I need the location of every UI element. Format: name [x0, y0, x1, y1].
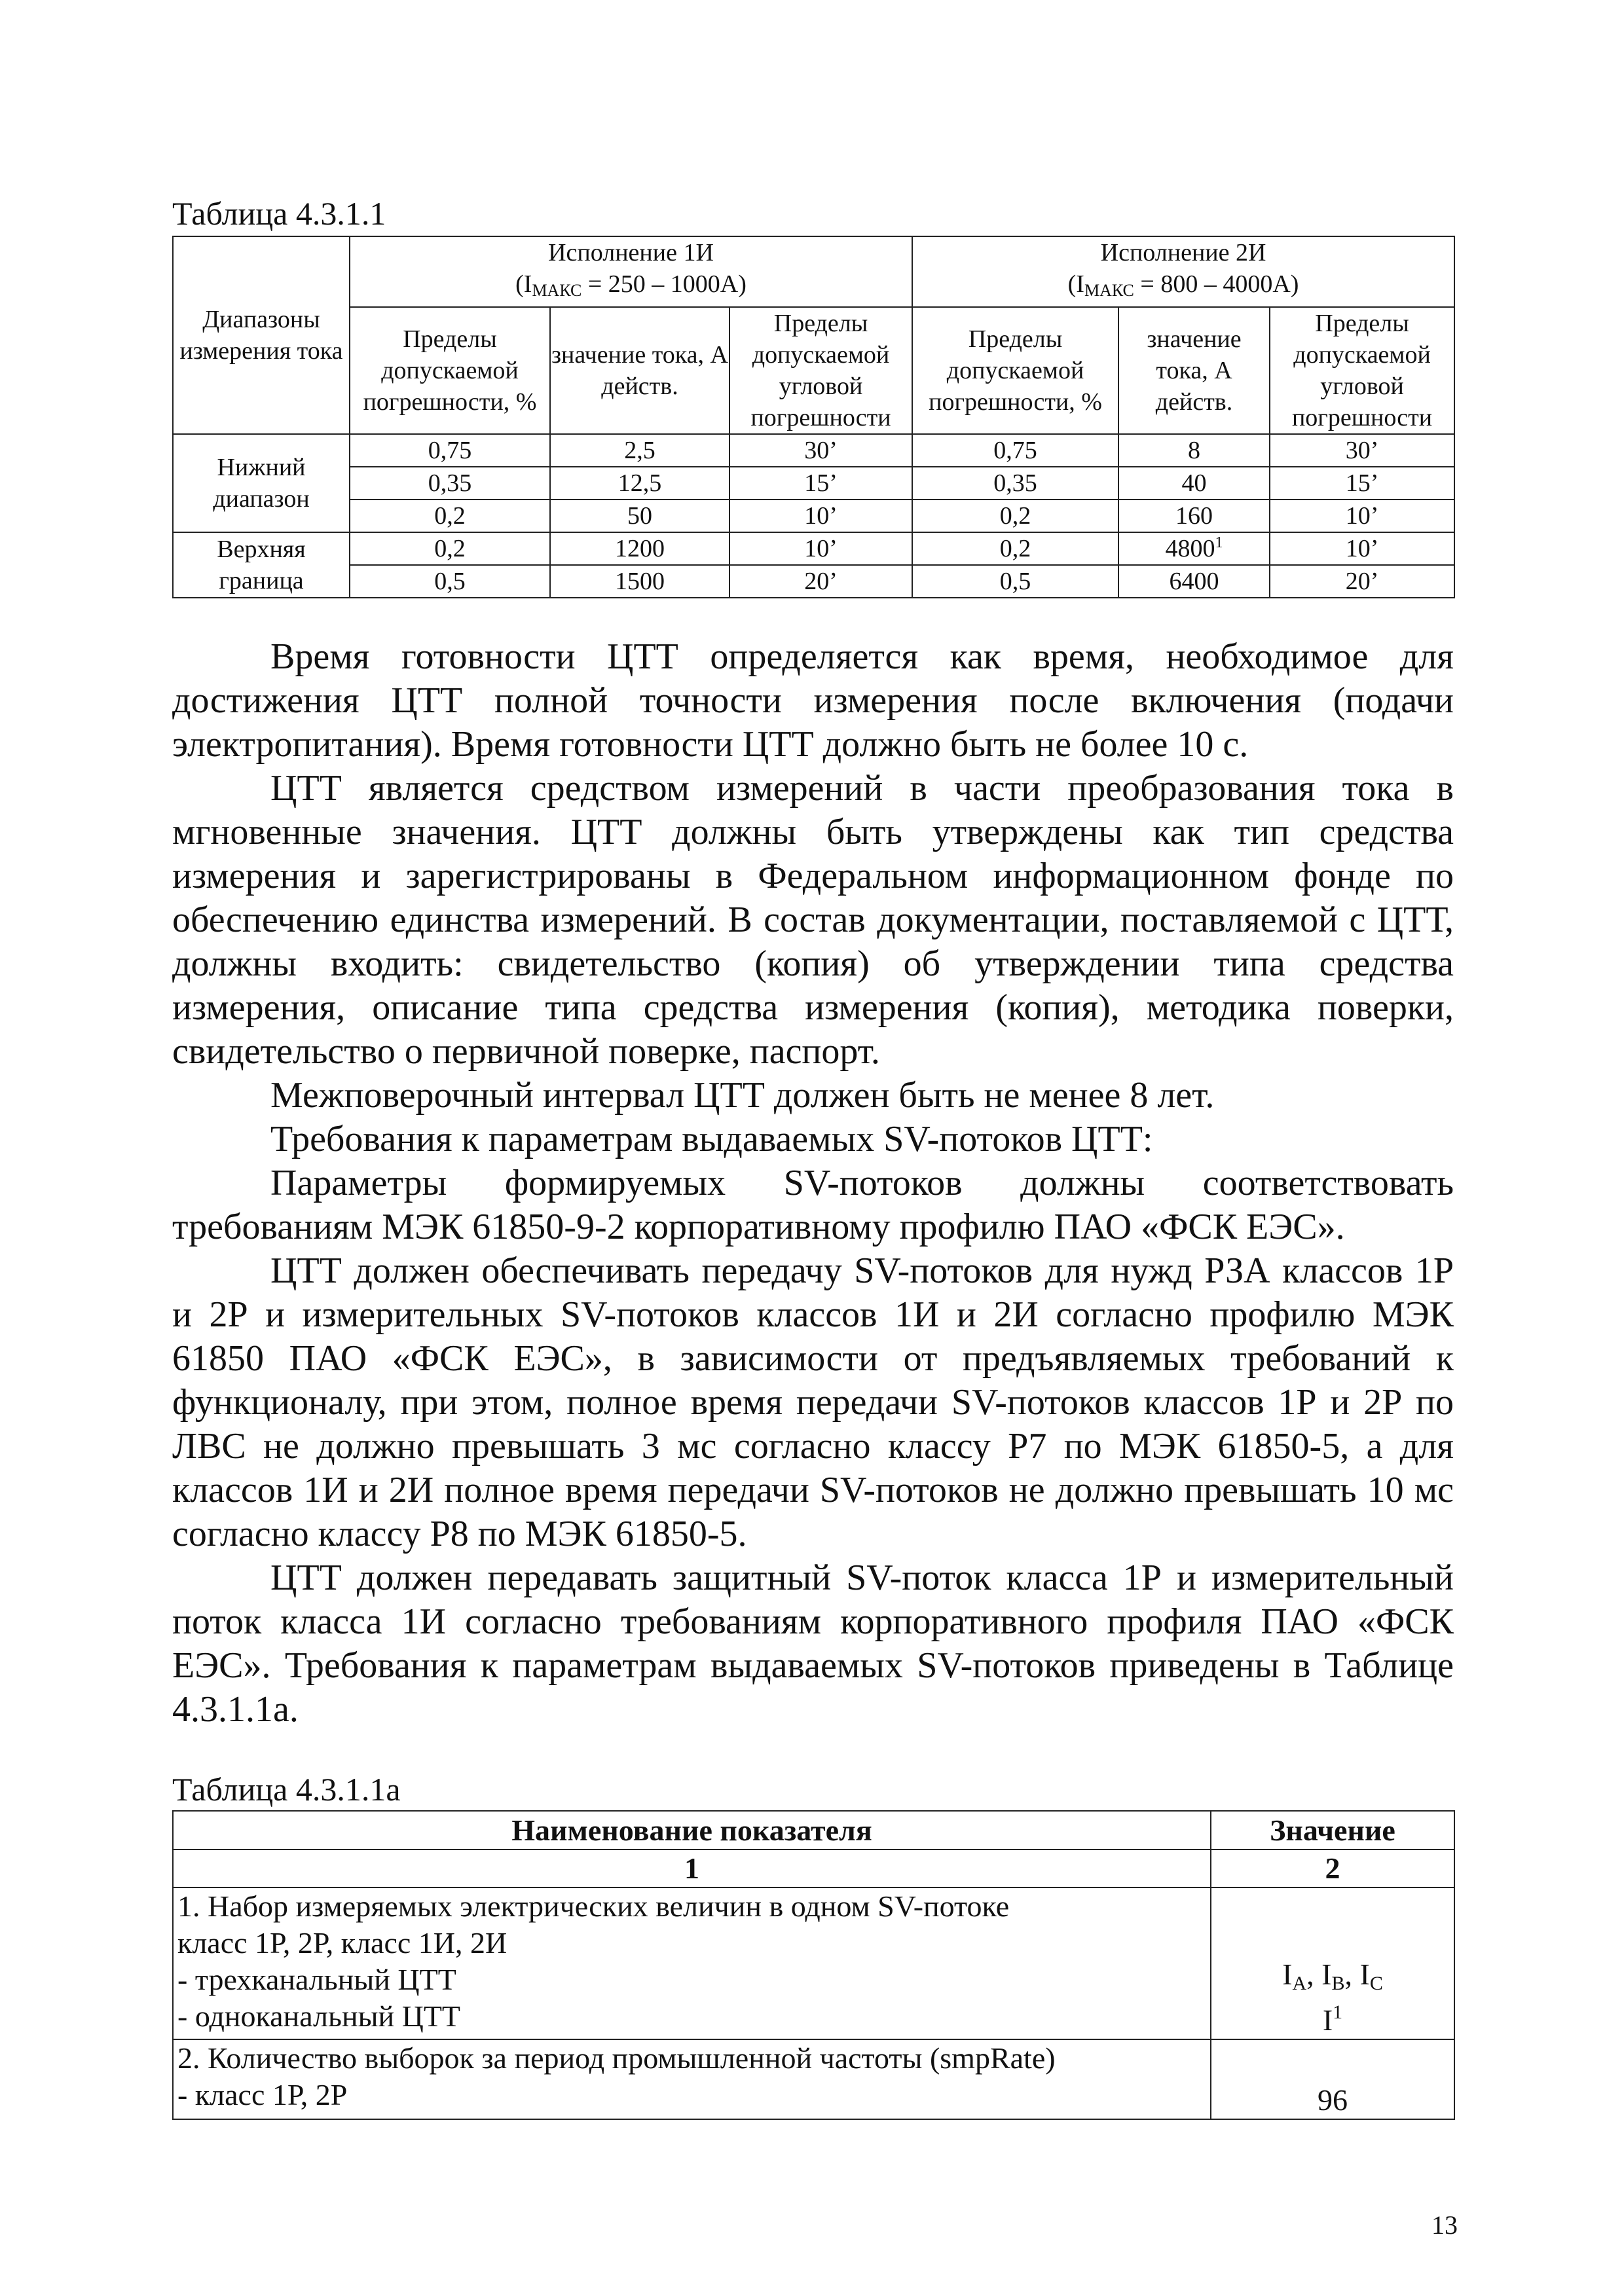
table-cell: 50 — [550, 500, 729, 532]
table-cell: 20’ — [1270, 565, 1454, 598]
body-text — [172, 635, 1454, 1732]
table-cell: 20’ — [729, 565, 912, 598]
table-cell: 0,2 — [350, 532, 550, 565]
header-indicator: Наименование показателя — [173, 1811, 1211, 1850]
table-cell: 40 — [1118, 467, 1270, 500]
table-row — [173, 2039, 1454, 2119]
range-label-lower: Нижний диапазон — [173, 434, 350, 532]
table-cell: 12,5 — [550, 467, 729, 500]
table-cell: 0,75 — [350, 434, 550, 467]
table-cell: 30’ — [1270, 434, 1454, 467]
indicator-cell: 1. Набор измеряемых электрических величин в одном SV-потоке класс 1Р, 2Р, класс 1И, 2И - трехканальный ЦТТ - одноканальный ЦТТ — [173, 1887, 1211, 2039]
row-header-cell: Диапазоны измерения тока — [173, 236, 350, 434]
col-header: Пределы допускаемой угловой погрешности — [1270, 307, 1454, 434]
table-cell: 10’ — [729, 500, 912, 532]
paragraph: ЦТТ должен обеспечивать передачу SV-потоков для нужд РЗА классов 1Р и 2Р и измерительных SV-потоков классов 1И и 2И согласно профилю МЭК 61850 ПАО «ФСК ЕЭС», в зависимости от предъявляемых требований к функционалу, при этом, полное время передачи SV-потоков классов 1Р и 2Р по ЛВС не должно превышать 3 мс согласно классу P7 по МЭК 61850-5, а для классов 1И и 2И полное время передачи SV-потоков не должно превышать 10 мс согласно классу P8 по МЭК 61850-5. — [172, 1250, 1454, 1554]
footnote-mark: 1 — [1215, 534, 1223, 551]
table-row — [173, 532, 1454, 565]
table-cell: 6400 — [1118, 565, 1270, 598]
value-cell — [1211, 1887, 1454, 2039]
group-header-2i: Исполнение 2И $(I_{МАКС} = 800 - 4000А)$ — [912, 236, 1454, 307]
value-cell: 96 — [1211, 2039, 1454, 2119]
range-label-upper: Верхняя граница — [173, 532, 350, 598]
table-cell: 8 — [1118, 434, 1270, 467]
table-cell: 0,35 — [912, 467, 1118, 500]
table-cell: 0,2 — [912, 500, 1118, 532]
page-number: 13 — [1431, 2210, 1458, 2240]
sv-parameters-table — [172, 1810, 1455, 2120]
table-cell: 10’ — [1270, 532, 1454, 565]
col-number: 1 — [173, 1850, 1211, 1887]
header-value: Значение — [1211, 1811, 1454, 1850]
table-cell: 10’ — [1270, 500, 1454, 532]
table-cell: 0,2 — [912, 532, 1118, 565]
table-cell: 0,75 — [912, 434, 1118, 467]
table-cell: 0,2 — [350, 500, 550, 532]
col-number: 2 — [1211, 1850, 1454, 1887]
table-cell: 30’ — [729, 434, 912, 467]
table-cell: 15’ — [729, 467, 912, 500]
table-row — [173, 1887, 1454, 2039]
col-header: Пределы допускаемой угловой погрешности — [729, 307, 912, 434]
paragraph: Параметры формируемых SV-потоков должны соответствовать требованиям МЭК 61850-9-2 корпоративному профилю ПАО «ФСК ЕЭС». — [172, 1163, 1454, 1247]
paragraph: Время готовности ЦТТ определяется как время, необходимое для достижения ЦТТ полной точности измерения после включения (подачи электропитания). Время готовности ЦТТ должно быть не более 10 с. — [172, 636, 1454, 765]
table-cell: 1500 — [550, 565, 729, 598]
table1-caption: Таблица 4.3.1.1 — [172, 195, 386, 232]
col-header: Пределы допускаемой погрешности, % — [350, 307, 550, 434]
table-cell: 1200 — [550, 532, 729, 565]
table2-caption: Таблица 4.3.1.1а — [172, 1771, 401, 1808]
col-header: значение тока, А действ. — [1118, 307, 1270, 434]
value-one-channel: $I^1$ — [1322, 2001, 1343, 2037]
group-name: Исполнение 1И — [548, 239, 714, 266]
group-name: Исполнение 2И — [1100, 239, 1266, 266]
table-row — [173, 565, 1454, 598]
table-cell: 0,5 — [350, 565, 550, 598]
table-cell: 0,35 — [350, 467, 550, 500]
table-row — [173, 467, 1454, 500]
col-header: Пределы допускаемой погрешности, % — [912, 307, 1118, 434]
table-cell: 10’ — [729, 532, 912, 565]
table-row — [173, 500, 1454, 532]
table-cell: 15’ — [1270, 467, 1454, 500]
table-row — [173, 434, 1454, 467]
value-three-channel: $I_A$, $I_B$, $I_C$ — [1282, 1958, 1383, 1994]
table-cell: 4800$^1$ — [1118, 532, 1270, 565]
table-cell: 160 — [1118, 500, 1270, 532]
col-header: значение тока, А действ. — [550, 307, 729, 434]
paragraph: ЦТТ должен передавать защитный SV-поток класса 1Р и измерительный поток класса 1И согласно требованиям корпоративного профиля ПАО «ФСК ЕЭС». Требования к параметрам выдаваемых SV-потоков приведены в Таблице 4.3.1.1а. — [172, 1558, 1454, 1730]
group-header-1i: Исполнение 1И $(I_{МАКС} = 250 - 1000А)$ — [350, 236, 912, 307]
paragraph: Межповерочный интервал ЦТТ должен быть не менее 8 лет. — [270, 1075, 1215, 1116]
paragraph: Требования к параметрам выдаваемых SV-потоков ЦТТ: — [270, 1119, 1153, 1159]
current-range-table — [172, 236, 1455, 598]
paragraph: ЦТТ является средством измерений в части преобразования тока в мгновенные значения. ЦТТ должны быть утверждены как тип средства измерения и зарегистрированы в Федеральном информационном фонде по обеспечению единства измерений. В состав документации, поставляемой с ЦТТ, должны входить: свидетельство (копия) об утверждении типа средства измерения, описание типа средства измерения (копия), методика поверки, свидетельство о первичной поверке, паспорт. — [172, 768, 1454, 1072]
table-cell: 0,5 — [912, 565, 1118, 598]
indicator-cell: 2. Количество выборок за период промышленной частоты (smpRate) - класс 1Р, 2Р — [173, 2039, 1211, 2119]
table-cell: 2,5 — [550, 434, 729, 467]
